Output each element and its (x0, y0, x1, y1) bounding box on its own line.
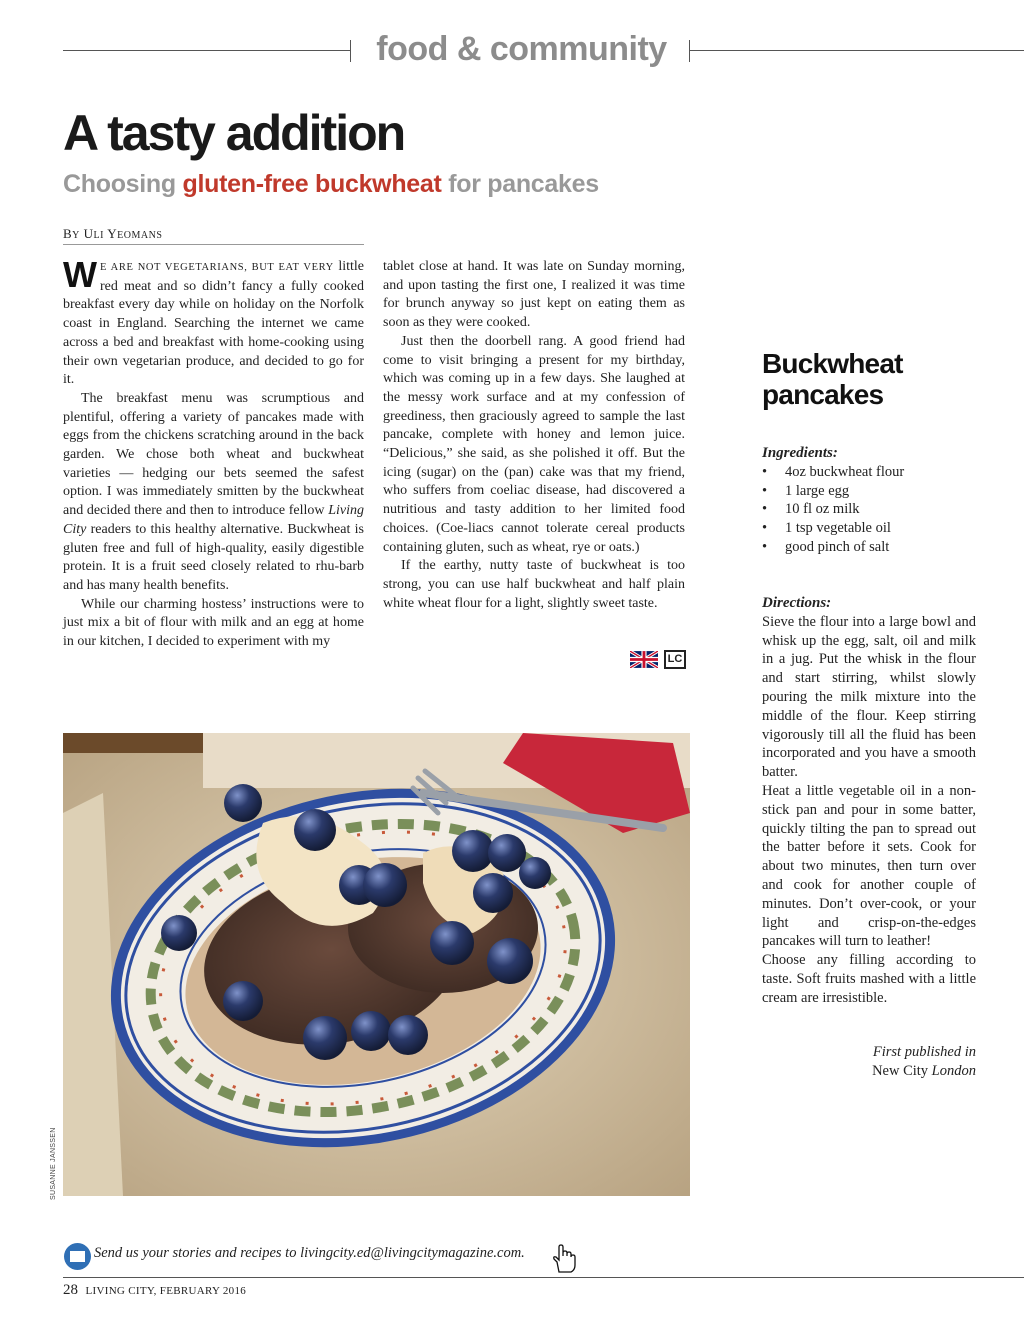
submission-note[interactable]: Send us your stories and recipes to livingcity.ed@livingcitymagazine.com. (94, 1245, 525, 1261)
email-icon[interactable] (64, 1243, 91, 1270)
header-rule-right (689, 50, 1024, 51)
footer-rule (63, 1277, 1024, 1278)
page-footer (63, 1282, 246, 1299)
header-tick-right (689, 40, 690, 62)
uk-flag-icon (630, 651, 658, 668)
paragraph-1: WE ARE NOT VEGETARIANS, BUT EAT VERY little red meat and so didn’t fancy a fully cooked breakfast every day while on holiday on the Norfolk coast in England. Searching the internet we came across a bed and breakfast with home-cooking using their own vegetarian produce, and decided to go for it. (63, 254, 364, 388)
publication-info: LIVING CITY, FEBRUARY 2016 (85, 1285, 247, 1297)
page-number: 28 (63, 1282, 78, 1298)
pancake-photo (63, 733, 690, 1196)
sidebar-title: Buckwheat pancakes (762, 348, 903, 410)
direction-paragraph: Choose any filling according to taste. Soft fruits mashed with a little cream are irresistible. (762, 952, 976, 1006)
ingredient-item: • 4oz buckwheat flour (762, 463, 976, 482)
ingredient-item: • 1 tsp vegetable oil (762, 519, 976, 538)
ingredient-item: • 10 fl oz milk (762, 500, 976, 519)
header-rule-left (63, 50, 350, 51)
ingredients-list (762, 463, 976, 557)
direction-paragraph: Sieve the flour into a large bowl and whisk up the egg, salt, oil and milk in a jug. Put the whisk in the flour and start stirring, whilst slowly pouring the milk mixture into the middle of the flour. Keep stirring vigorously till all the fluid has been incorporated and you have a smooth batter. (762, 613, 976, 781)
article-title: A tasty addition (63, 105, 405, 161)
photo-credit: SUSANNE JANSSEN (50, 1127, 57, 1200)
article-subtitle: Choosing gluten-free buckwheat for pancakes (63, 170, 599, 198)
paragraph-3-continued: tablet close at hand. It was late on Sunday morning, and upon tasting the first one, I realized it was time for brunch anyway so just kept on eating them as soon as they were cooked. (383, 259, 685, 331)
paragraph-4: Just then the doorbell rang. A good friend had come to visit bringing a present for my birthday, which was coming up in a few days. She laughed at the messy work surface and at my confession of greediness, then graciously agreed to sample the last pancake, complete with honey and lemon juice. “Delicious,” she said, as she polished it off. But the icing (sugar) on the (pan) cake was that my friend, who suffers from coeliac disease, had discovered a nutritious and tasty addition to her limited food choices. (Coe-liacs cannot tolerate cereal products containing gluten, such as wheat, rye or oats.) (383, 333, 685, 555)
ingredient-item: • 1 large egg (762, 482, 976, 501)
article-column-2 (383, 258, 685, 613)
first-published-note: First published in New City London (872, 1044, 976, 1079)
end-marks (630, 650, 686, 669)
header-tick-left (350, 40, 351, 62)
paragraph-2: The breakfast menu was scrumptious and plentiful, offering a variety of pancakes made with eggs from the chickens scratching around in the back garden. We chose both wheat and buckwheat varieties — hedging our bets seemed the safest option. I was immediately smitten by the buckwheat and decided there and then to introduce fellow Living City readers to this healthy alternative. Buckwheat is gluten free and full of high-quality, easily digestible protein. It is a fruit seed closely related to rhu-barb and has many health benefits. (63, 390, 364, 593)
ingredients-block (762, 444, 976, 557)
paragraph-5: If the earthy, nutty taste of buckwheat is too strong, you can use half buckwheat and half plain white wheat flour for a light, slightly sweet taste. (383, 558, 685, 611)
byline: BY ULI YEOMANS (63, 226, 364, 245)
living-city-logo: LC (664, 650, 686, 669)
paragraph-3: While our charming hostess’ instructions were to just mix a bit of flour with milk and an egg at home in our kitchen, I decided to experiment with my (63, 596, 364, 650)
article-column-1 (63, 254, 364, 652)
ingredient-item: • good pinch of salt (762, 538, 976, 557)
subtitle-highlight: gluten-free buckwheat (182, 170, 442, 198)
section-title: food & community (376, 30, 667, 68)
direction-paragraph: Heat a little vegetable oil in a non-stick pan and pour in some batter, quickly tilting the pan to spread out the batter before it sets. Cook for about two minutes, then turn over and cook for another couple of minutes. Don’t over-cook, or your light and crisp-on-the-edges pancakes will turn to leather! (762, 782, 976, 950)
drop-cap: W (63, 254, 97, 295)
pointer-hand-icon (551, 1244, 577, 1274)
directions-block (762, 594, 976, 1008)
ingredients-heading: Ingredients: (762, 445, 838, 461)
directions-heading: Directions: (762, 595, 832, 611)
